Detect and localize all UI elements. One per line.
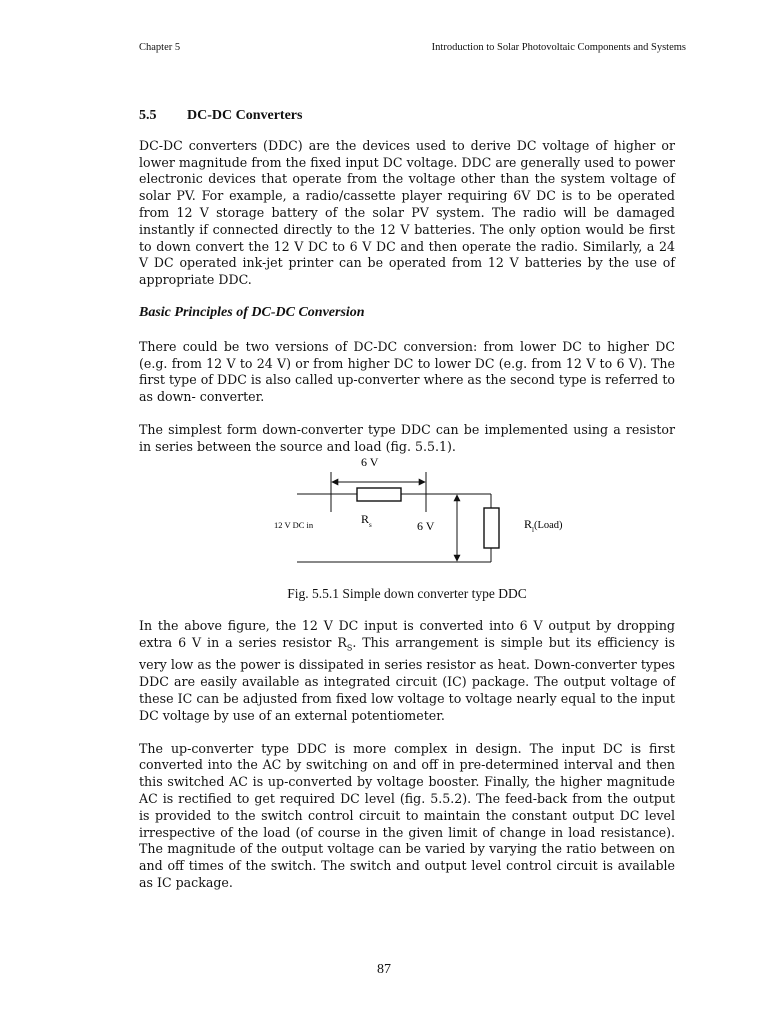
load-resistor-label: [524, 517, 563, 534]
page-number: 87: [377, 962, 391, 977]
paragraph-intro: DC-DC converters (DDC) are the devices used to derive DC voltage of higher or lower magnitude from the fixed input DC voltage. DDC are generally used to power electronic devices that operate from the voltage other than the system voltage of solar PV. For example, a radio/cassette player requiring 6V DC is to be operated from 12 V storage battery of the solar PV system. The radio will be damaged instantly if connected directly to the 12 V batteries. The only option would be first to down convert the 12 V DC to 6 V DC and then operate the radio. Similarly, a 24 V DC operated ink-jet printer can be operated from 12 V batteries by the use of appropriate DDC.: [139, 137, 675, 288]
paragraph-up-converter: The up-converter type DDC is more complex in design. The input DC is first converted into the AC by switching on and off in pre-determined interval and then this switched AC is up-converted by voltage booster. Finally, the higher magnitude AC is rectified to get required DC level (fig. 5.5.2). The feed-back from the output is provided to the switch control circuit to maintain the constant output DC level irrespective of the load (of course in the given limit of change in load resistance). The magnitude of the output voltage can be varied by varying the ratio between on and off times of the switch. The switch and output level control circuit is available as IC package.: [139, 740, 675, 891]
explanation-text-b: . This arrangement is simple but its efficiency is very low as the power is dissipated in series resistor as heat. Down-converter types DDC are easily available as integrated circuit (IC) package. The output voltage of these IC can be adjusted from fixed low voltage to voltage nearly equal to the input DC voltage by use of an external potentiometer.: [139, 635, 676, 723]
section-number: 5.5: [139, 108, 157, 123]
load-text: (Load): [533, 519, 563, 531]
header-chapter: Chapter 5: [139, 42, 181, 53]
section-title: DC-DC Converters: [187, 108, 303, 123]
subheading: Basic Principles of DC-DC Conversion: [139, 304, 365, 320]
paragraph-simplest-form: The simplest form down-converter type DDC can be implemented using a resistor in series between the source and load (fig. 5.5.1).: [139, 421, 675, 454]
header-book-title: Introduction to Solar Photovoltaic Components and Systems: [431, 42, 686, 53]
explanation-subscript: S: [346, 643, 353, 653]
series-resistor-symbol: R: [361, 511, 370, 526]
paragraph-explanation: [139, 618, 675, 724]
circuit-diagram: [139, 454, 675, 580]
section-heading: [139, 108, 675, 125]
series-resistor-subscript: s: [369, 520, 372, 529]
explanation-text-a: In the above figure, the 12 V DC input is converted into 6 V output by dropping extra 6 V in a series resistor R: [139, 618, 675, 651]
series-resistor: [357, 488, 401, 501]
running-header: [139, 42, 686, 53]
paragraph-versions: There could be two versions of DC-DC conversion: from lower DC to higher DC (e.g. from 12 V to 24 V) or from higher DC to lower DC (e.g. from 12 V to 6 V). The first type of DDC is also called up-converter where as the second type is referred to as down- converter.: [139, 338, 675, 405]
load-resistor-symbol: R: [524, 516, 533, 531]
circuit-figure: [139, 454, 675, 580]
page-content: [139, 108, 675, 892]
output-voltage-label: 6 V: [417, 518, 435, 533]
load-resistor: [484, 508, 499, 548]
input-label: 12 V DC in: [274, 519, 314, 530]
load-resistor-subscript: l: [532, 525, 534, 534]
drop-voltage-label: 6 V: [361, 454, 379, 469]
series-resistor-label: [361, 512, 372, 529]
figure-caption: Fig. 5.5.1 Simple down converter type DDC: [287, 585, 527, 601]
